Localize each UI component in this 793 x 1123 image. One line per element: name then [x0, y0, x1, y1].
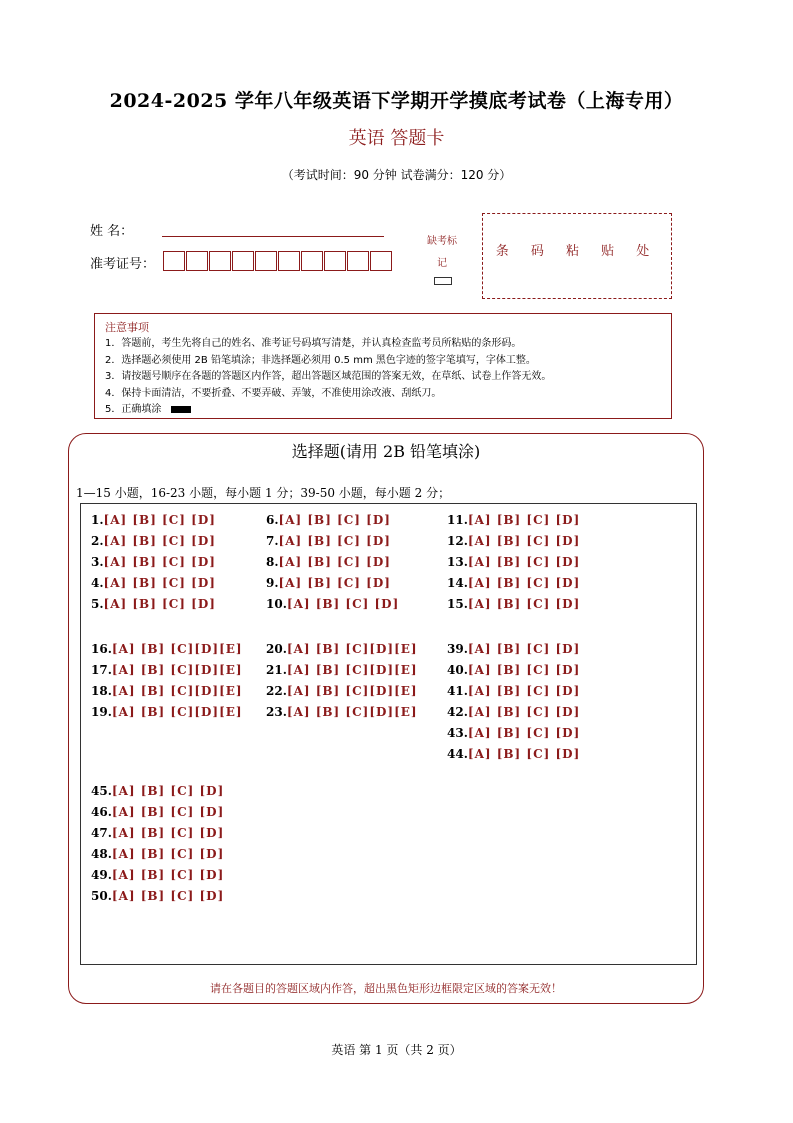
question-number: 41. [447, 684, 468, 698]
answer-options[interactable]: [A] [B] [C] [D] [278, 534, 391, 548]
id-digit-box[interactable] [163, 251, 185, 271]
id-digit-box[interactable] [255, 251, 277, 271]
question-row[interactable] [91, 684, 243, 698]
question-number: 5. [91, 597, 104, 611]
question-row[interactable] [266, 597, 399, 611]
question-row[interactable] [447, 663, 580, 677]
question-number: 9. [266, 576, 279, 590]
answer-options[interactable]: [A] [B] [C] [D] [278, 576, 391, 590]
question-number: 50. [91, 889, 112, 903]
id-digit-box[interactable] [186, 251, 208, 271]
absent-label: 缺考标记 [427, 236, 457, 269]
answer-options[interactable]: [A] [B] [C][D][E] [286, 684, 418, 698]
question-number: 15. [447, 597, 468, 611]
question-row[interactable] [91, 705, 243, 719]
barcode-area [482, 213, 672, 299]
question-row[interactable] [266, 684, 418, 698]
answer-options[interactable]: [A] [B] [C] [D] [467, 555, 581, 569]
id-digit-box[interactable] [370, 251, 392, 271]
question-row[interactable] [91, 826, 224, 840]
notice-item: 2．选择题必须使用 2B 铅笔填涂；非选择题必须用 0.5 mm 黑色字迹的签字笔填写，字体工整。 [105, 354, 536, 366]
page-subtitle: 英语 答题卡 [348, 128, 445, 149]
question-number: 42. [447, 705, 468, 719]
answer-options[interactable]: [A] [B] [C] [D] [103, 555, 216, 569]
exam-info: （考试时间：90 分钟 试卷满分：120 分） [281, 168, 512, 182]
question-row[interactable] [447, 747, 580, 761]
section-info: 1—15 小题，16-23 小题，每小题 1 分；39-50 小题，每小题 2 分； [76, 486, 451, 500]
answer-options[interactable]: [A] [B] [C] [D] [467, 663, 581, 677]
question-number: 18. [91, 684, 112, 698]
question-row[interactable] [447, 642, 580, 656]
question-number: 22. [266, 684, 287, 698]
question-number: 39. [447, 642, 468, 656]
question-number: 44. [447, 747, 468, 761]
question-number: 48. [91, 847, 112, 861]
answer-options[interactable]: [A] [B] [C] [D] [286, 597, 400, 611]
name-label: 姓 名： [90, 224, 134, 239]
question-row[interactable] [91, 534, 216, 548]
question-number: 4. [91, 576, 104, 590]
question-number: 6. [266, 513, 279, 527]
answer-options[interactable]: [A] [B] [C] [D] [467, 705, 581, 719]
answer-options[interactable]: [A] [B] [C] [D] [111, 805, 225, 819]
question-number: 2. [91, 534, 104, 548]
question-number: 43. [447, 726, 468, 740]
question-row[interactable] [266, 513, 391, 527]
question-row[interactable] [91, 576, 216, 590]
question-row[interactable] [91, 868, 224, 882]
question-number: 49. [91, 868, 112, 882]
answer-options[interactable]: [A] [B] [C] [D] [111, 847, 225, 861]
answer-options[interactable]: [A] [B] [C] [D] [467, 747, 581, 761]
answer-options[interactable]: [A] [B] [C] [D] [278, 555, 391, 569]
question-row[interactable] [91, 642, 243, 656]
id-label: 准考证号： [90, 257, 156, 272]
name-field[interactable] [162, 236, 384, 237]
answer-options[interactable]: [A] [B] [C] [D] [467, 534, 581, 548]
answer-options[interactable]: [A] [B] [C] [D] [467, 684, 581, 698]
answer-options[interactable]: [A] [B] [C][D][E] [111, 705, 243, 719]
answer-options[interactable]: [A] [B] [C] [D] [103, 597, 216, 611]
question-row[interactable] [447, 555, 580, 569]
question-row[interactable] [91, 597, 216, 611]
question-row[interactable] [266, 576, 391, 590]
barcode-label: 条 码 粘 贴 处 [495, 244, 659, 259]
notice-item [105, 402, 661, 418]
answer-options[interactable]: [A] [B] [C] [D] [467, 597, 581, 611]
question-row[interactable] [91, 889, 224, 903]
question-row[interactable] [266, 705, 418, 719]
id-digit-box[interactable] [209, 251, 231, 271]
answer-options[interactable]: [A] [B] [C] [D] [111, 826, 225, 840]
question-number: 14. [447, 576, 468, 590]
question-number: 8. [266, 555, 279, 569]
question-number: 46. [91, 805, 112, 819]
question-row[interactable] [447, 684, 580, 698]
answer-area-warning: 请在各题目的答题区域内作答，超出黑色矩形边框限定区域的答案无效！ [210, 982, 562, 995]
question-number: 47. [91, 826, 112, 840]
question-row[interactable] [91, 805, 224, 819]
question-number: 17. [91, 663, 112, 677]
question-number: 19. [91, 705, 112, 719]
question-row[interactable] [266, 534, 391, 548]
notice-item: 4．保持卡面清洁，不要折叠、不要弄破、弄皱，不准使用涂改液、刮纸刀。 [105, 387, 442, 399]
answer-options[interactable]: [A] [B] [C] [D] [467, 513, 581, 527]
question-number: 1. [91, 513, 104, 527]
question-number: 7. [266, 534, 279, 548]
notice-box [94, 313, 672, 419]
id-digit-box[interactable] [232, 251, 254, 271]
notice-item: 1．答题前，考生先将自己的姓名、准考证号码填写清楚，并认真检查监考员所粘贴的条形码。 [105, 338, 522, 350]
question-number: 21. [266, 663, 287, 677]
answer-options[interactable]: [A] [B] [C] [D] [467, 642, 581, 656]
notice-item-text: 5．正确填涂 [105, 404, 162, 416]
question-row[interactable] [447, 576, 580, 590]
id-digit-box[interactable] [324, 251, 346, 271]
answer-options[interactable]: [A] [B] [C] [D] [111, 784, 225, 798]
question-row[interactable] [447, 513, 580, 527]
question-row[interactable] [266, 663, 418, 677]
question-number: 45. [91, 784, 112, 798]
answer-options[interactable]: [A] [B] [C] [D] [103, 576, 216, 590]
answer-options[interactable]: [A] [B] [C][D][E] [286, 663, 418, 677]
answer-options[interactable]: [A] [B] [C][D][E] [286, 705, 418, 719]
answer-options[interactable]: [A] [B] [C][D][E] [111, 684, 243, 698]
question-row[interactable] [91, 784, 224, 798]
answer-options[interactable]: [A] [B] [C][D][E] [286, 642, 418, 656]
answer-options[interactable]: [A] [B] [C][D][E] [111, 663, 243, 677]
absent-checkbox[interactable] [434, 277, 452, 285]
answer-options[interactable]: [A] [B] [C] [D] [103, 513, 216, 527]
question-row[interactable] [91, 847, 224, 861]
answer-options[interactable]: [A] [B] [C] [D] [111, 868, 225, 882]
answer-grid [80, 503, 697, 965]
id-digit-box[interactable] [278, 251, 300, 271]
question-row[interactable] [447, 726, 580, 740]
question-row[interactable] [91, 513, 216, 527]
question-number: 10. [266, 597, 287, 611]
question-row[interactable] [266, 555, 391, 569]
question-number: 20. [266, 642, 287, 656]
page-title: 2024-2025 学年八年级英语下学期开学摸底考试卷（上海专用） [109, 90, 684, 112]
question-number: 11. [447, 513, 468, 527]
question-number: 13. [447, 555, 468, 569]
correct-fill-example [171, 406, 191, 413]
id-digit-box[interactable] [301, 251, 323, 271]
answer-options[interactable]: [A] [B] [C] [D] [467, 726, 581, 740]
question-number: 12. [447, 534, 468, 548]
answer-options[interactable]: [A] [B] [C][D][E] [111, 642, 243, 656]
answer-options[interactable]: [A] [B] [C] [D] [278, 513, 391, 527]
question-number: 23. [266, 705, 287, 719]
question-row[interactable] [447, 534, 580, 548]
page-number: 英语 第 1 页（共 2 页） [331, 1043, 462, 1057]
question-row[interactable] [91, 555, 216, 569]
id-digit-box[interactable] [347, 251, 369, 271]
question-row[interactable] [266, 642, 418, 656]
notice-item: 3．请按题号顺序在各题的答题区内作答，超出答题区域范围的答案无效，在草纸、试卷上作答无效。 [105, 371, 552, 383]
question-number: 16. [91, 642, 112, 656]
notice-title: 注意事项 [105, 321, 149, 334]
answer-options[interactable]: [A] [B] [C] [D] [103, 534, 216, 548]
question-row[interactable] [447, 705, 580, 719]
question-row[interactable] [447, 597, 580, 611]
answer-options[interactable]: [A] [B] [C] [D] [111, 889, 225, 903]
section-title: 选择题(请用 2B 铅笔填涂) [291, 442, 481, 461]
id-number-boxes[interactable] [163, 251, 393, 271]
answer-options[interactable]: [A] [B] [C] [D] [467, 576, 581, 590]
question-row[interactable] [91, 663, 243, 677]
question-number: 3. [91, 555, 104, 569]
question-number: 40. [447, 663, 468, 677]
